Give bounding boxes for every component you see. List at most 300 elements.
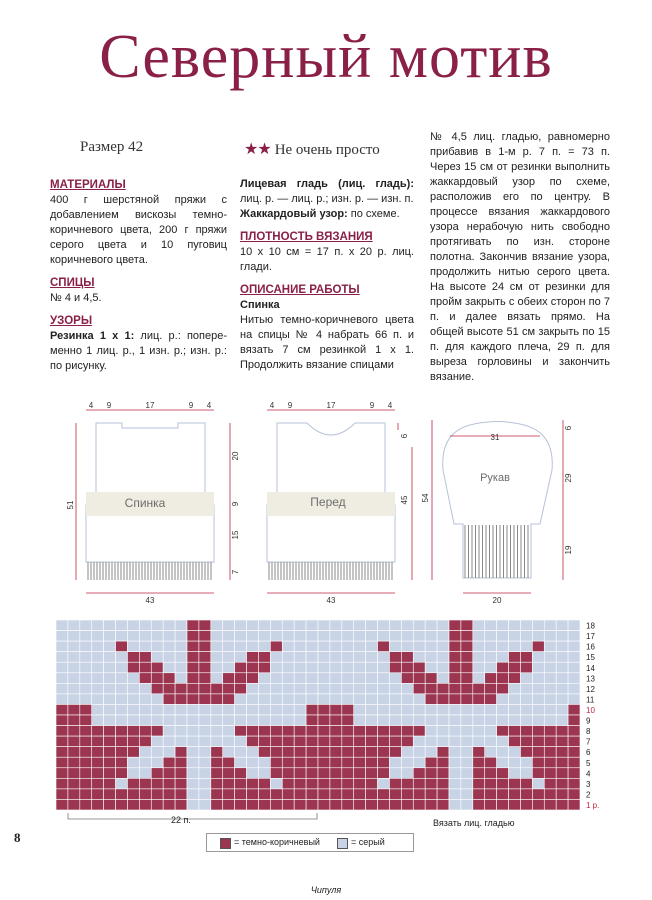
- chart-cell: [92, 631, 104, 642]
- chart-cell: [389, 789, 401, 800]
- chart-cell: [389, 631, 401, 642]
- chart-cell: [175, 641, 187, 652]
- chart-cell: [282, 736, 294, 747]
- chart-cell: [520, 778, 532, 789]
- chart-cell: [449, 736, 461, 747]
- chart-cell: [461, 652, 473, 663]
- chart-cell: [437, 736, 449, 747]
- chart-cell: [163, 747, 175, 758]
- chart-cell: [235, 704, 247, 715]
- chart-cell: [532, 757, 544, 768]
- chart-cell: [163, 662, 175, 673]
- back-heading: Спинка: [240, 299, 280, 311]
- chart-cell: [389, 662, 401, 673]
- chart-cell: [151, 694, 163, 705]
- back-dim-right-4: 7: [231, 569, 240, 575]
- chart-cell: [223, 620, 235, 631]
- chart-cell: [68, 715, 80, 726]
- chart-cell: [223, 789, 235, 800]
- chart-cell: [116, 736, 128, 747]
- chart-cell: [425, 620, 437, 631]
- chart-cell: [258, 736, 270, 747]
- chart-cell: [56, 694, 68, 705]
- chart-cell: [485, 736, 497, 747]
- chart-cell: [187, 768, 199, 779]
- chart-cell: [461, 747, 473, 758]
- chart-cell: [116, 662, 128, 673]
- legend-light-swatch: [337, 838, 348, 849]
- chart-cell: [532, 726, 544, 737]
- back-dim-height: 51: [66, 500, 75, 510]
- chart-cell: [449, 631, 461, 642]
- chart-cell: [68, 631, 80, 642]
- chart-cell: [413, 673, 425, 684]
- chart-cell: [413, 620, 425, 631]
- chart-cell: [520, 789, 532, 800]
- chart-cell: [544, 736, 556, 747]
- chart-cell: [568, 631, 580, 642]
- chart-cell: [497, 641, 509, 652]
- chart-cell: [389, 757, 401, 768]
- chart-cell: [318, 715, 330, 726]
- chart-cell: [116, 778, 128, 789]
- chart-cell: [497, 662, 509, 673]
- chart-cell: [354, 683, 366, 694]
- chart-cell: [127, 757, 139, 768]
- chart-cell: [211, 736, 223, 747]
- chart-cell: [270, 757, 282, 768]
- chart-cell: [151, 620, 163, 631]
- chart-cell: [235, 683, 247, 694]
- chart-cell: [223, 726, 235, 737]
- chart-cell: [80, 747, 92, 758]
- chart-cell: [258, 631, 270, 642]
- chart-cell: [509, 726, 521, 737]
- chart-cell: [413, 652, 425, 663]
- chart-cell: [473, 704, 485, 715]
- chart-cell: [247, 789, 259, 800]
- chart-cell: [461, 704, 473, 715]
- chart-cell: [544, 683, 556, 694]
- chart-row-label: 10: [586, 706, 595, 715]
- chart-cell: [92, 641, 104, 652]
- chart-cell: [366, 631, 378, 642]
- chart-cell: [330, 778, 342, 789]
- chart-cell: [223, 757, 235, 768]
- chart-cell: [556, 736, 568, 747]
- chart-cell: [449, 726, 461, 737]
- chart-cell: [366, 641, 378, 652]
- chart-cell: [163, 799, 175, 810]
- chart-cell: [366, 768, 378, 779]
- chart-cell: [378, 704, 390, 715]
- chart-cell: [568, 736, 580, 747]
- chart-cell: [461, 778, 473, 789]
- chart-cell: [509, 620, 521, 631]
- chart-cell: [556, 789, 568, 800]
- chart-cell: [92, 768, 104, 779]
- chart-cell: [497, 726, 509, 737]
- chart-cell: [330, 620, 342, 631]
- back-dim-right-2: 9: [231, 501, 240, 507]
- chart-cell: [425, 715, 437, 726]
- chart-cell: [413, 789, 425, 800]
- chart-cell: [473, 683, 485, 694]
- chart-cell: [163, 631, 175, 642]
- chart-cell: [104, 620, 116, 631]
- chart-cell: [92, 747, 104, 758]
- chart-cell: [461, 726, 473, 737]
- chart-cell: [449, 799, 461, 810]
- chart-cell: [520, 747, 532, 758]
- chart-cell: [449, 662, 461, 673]
- chart-cell: [389, 652, 401, 663]
- chart-cell: [401, 789, 413, 800]
- chart-cell: [425, 683, 437, 694]
- chart-cell: [389, 736, 401, 747]
- chart-cell: [247, 694, 259, 705]
- materials-heading: МАТЕРИАЛЫ: [50, 179, 126, 191]
- chart-cell: [461, 683, 473, 694]
- chart-cell: [509, 736, 521, 747]
- chart-cell: [127, 620, 139, 631]
- chart-cell: [104, 662, 116, 673]
- chart-cell: [258, 789, 270, 800]
- materials-text: 400 г шерстяной пряжи с добавлением вискозы темно-коричневого цвета, 200 г пряжи серого цвета и 10 пуговиц коричневого цвета.: [50, 194, 227, 266]
- chart-cell: [366, 778, 378, 789]
- chart-cell: [509, 778, 521, 789]
- chart-cell: [366, 799, 378, 810]
- chart-cell: [306, 683, 318, 694]
- chart-cell: [378, 736, 390, 747]
- chart-cell: [151, 715, 163, 726]
- chart-row-labels: [586, 622, 599, 810]
- chart-cell: [80, 673, 92, 684]
- chart-cell: [282, 704, 294, 715]
- chart-cell: [163, 652, 175, 663]
- chart-cell: [151, 683, 163, 694]
- chart-cell: [151, 726, 163, 737]
- chart-cell: [425, 726, 437, 737]
- chart-cell: [532, 747, 544, 758]
- chart-cell: [318, 768, 330, 779]
- chart-cell: [270, 641, 282, 652]
- chart-cell: [211, 747, 223, 758]
- chart-cell: [127, 673, 139, 684]
- chart-cell: [139, 652, 151, 663]
- chart-cell: [413, 641, 425, 652]
- chart-cell: [306, 620, 318, 631]
- chart-cell: [282, 715, 294, 726]
- chart-cell: [187, 799, 199, 810]
- front-dim-bottom: 43: [326, 596, 336, 605]
- chart-cell: [544, 694, 556, 705]
- chart-cell: [282, 726, 294, 737]
- front-dim-height: 45: [400, 495, 409, 505]
- chart-cell: [270, 620, 282, 631]
- chart-cell: [270, 652, 282, 663]
- chart-cell: [437, 799, 449, 810]
- chart-cell: [211, 694, 223, 705]
- chart-cell: [378, 789, 390, 800]
- chart-cell: [139, 683, 151, 694]
- chart-cell: [139, 789, 151, 800]
- chart-cell: [366, 673, 378, 684]
- chart-cell: [342, 757, 354, 768]
- chart-cell: [437, 757, 449, 768]
- chart-cell: [294, 789, 306, 800]
- chart-cell: [401, 673, 413, 684]
- chart-row-label: 3: [586, 779, 591, 789]
- chart-cell: [473, 768, 485, 779]
- chart-cell: [211, 726, 223, 737]
- chart-cell: [247, 747, 259, 758]
- chart-cell: [354, 673, 366, 684]
- chart-cell: [235, 673, 247, 684]
- chart-cell: [104, 747, 116, 758]
- chart-cell: [127, 704, 139, 715]
- chart-cell: [223, 662, 235, 673]
- chart-cell: [139, 641, 151, 652]
- chart-cell: [509, 683, 521, 694]
- chart-cell: [509, 768, 521, 779]
- chart-cell: [56, 726, 68, 737]
- chart-cell: [401, 704, 413, 715]
- chart-cell: [497, 673, 509, 684]
- chart-cell: [80, 631, 92, 642]
- chart-cell: [342, 789, 354, 800]
- chart-cell: [378, 631, 390, 642]
- jacquard-def: по схеме.: [347, 208, 400, 220]
- chart-cell: [223, 715, 235, 726]
- chart-cell: [175, 736, 187, 747]
- chart-cell: [413, 715, 425, 726]
- chart-cell: [318, 778, 330, 789]
- chart-cell: [330, 715, 342, 726]
- chart-cell: [330, 641, 342, 652]
- chart-cell: [247, 620, 259, 631]
- chart-cell: [473, 789, 485, 800]
- chart-cell: [199, 631, 211, 642]
- chart-cell: [116, 673, 128, 684]
- chart-cell: [294, 736, 306, 747]
- chart-cell: [342, 631, 354, 642]
- chart-cell: [401, 641, 413, 652]
- sleeve-dim-right-3: 19: [564, 545, 573, 555]
- chart-cell: [497, 652, 509, 663]
- needles-heading: СПИЦЫ: [50, 277, 95, 289]
- chart-cell: [116, 652, 128, 663]
- chart-cell: [187, 715, 199, 726]
- chart-cell: [520, 757, 532, 768]
- chart-cell: [68, 736, 80, 747]
- chart-cell: [68, 673, 80, 684]
- chart-cell: [437, 641, 449, 652]
- chart-cell: [306, 778, 318, 789]
- chart-cell: [139, 620, 151, 631]
- chart-cell: [139, 631, 151, 642]
- chart-cell: [235, 726, 247, 737]
- jacquard-term: Жаккардовый узор:: [240, 208, 348, 220]
- patterns-heading: УЗОРЫ: [50, 315, 93, 327]
- chart-cell: [80, 652, 92, 663]
- page-number: 8: [14, 830, 21, 845]
- chart-cell: [485, 641, 497, 652]
- chart-cell: [318, 799, 330, 810]
- chart-cell: [127, 631, 139, 642]
- chart-cell: [104, 673, 116, 684]
- chart-cell: [80, 641, 92, 652]
- chart-cell: [163, 620, 175, 631]
- chart-cell: [211, 789, 223, 800]
- chart-cell: [56, 715, 68, 726]
- chart-cell: [520, 726, 532, 737]
- chart-cell: [330, 631, 342, 642]
- chart-cell: [163, 757, 175, 768]
- chart-cell: [544, 620, 556, 631]
- chart-cell: [449, 778, 461, 789]
- chart-cell: [294, 641, 306, 652]
- chart-cell: [342, 620, 354, 631]
- chart-cell: [92, 778, 104, 789]
- chart-cell: [520, 715, 532, 726]
- chart-cell: [389, 704, 401, 715]
- chart-cell: [247, 757, 259, 768]
- chart-cell: [270, 726, 282, 737]
- chart-cell: [56, 683, 68, 694]
- chart-cell: [211, 662, 223, 673]
- sleeve-label: Рукав: [480, 472, 510, 484]
- chart-cell: [354, 694, 366, 705]
- chart-cell: [199, 641, 211, 652]
- chart-cell: [532, 631, 544, 642]
- chart-cell: [80, 768, 92, 779]
- chart-row-label: 14: [586, 663, 595, 673]
- chart-cell: [485, 673, 497, 684]
- chart-cell: [485, 789, 497, 800]
- chart-cell: [330, 662, 342, 673]
- chart-cell: [163, 641, 175, 652]
- chart-cell: [389, 768, 401, 779]
- chart-cell: [139, 662, 151, 673]
- chart-cell: [437, 704, 449, 715]
- chart-cell: [342, 726, 354, 737]
- chart-cell: [473, 641, 485, 652]
- chart-cell: [68, 620, 80, 631]
- chart-cell: [151, 778, 163, 789]
- chart-cell: [485, 683, 497, 694]
- chart-cell: [92, 694, 104, 705]
- chart-cell: [223, 704, 235, 715]
- chart-cell: [199, 789, 211, 800]
- chart-cell: [556, 726, 568, 737]
- chart-cell: [199, 757, 211, 768]
- chart-cell: [520, 704, 532, 715]
- chart-cell: [556, 778, 568, 789]
- chart-cell: [80, 620, 92, 631]
- chart-cell: [568, 789, 580, 800]
- chart-cell: [354, 652, 366, 663]
- chart-cell: [127, 652, 139, 663]
- chart-cell: [56, 631, 68, 642]
- chart-cell: [556, 673, 568, 684]
- chart-cell: [92, 715, 104, 726]
- chart-cell: [366, 704, 378, 715]
- chart-cell: [127, 694, 139, 705]
- chart-cell: [68, 683, 80, 694]
- chart-cell: [318, 673, 330, 684]
- chart-cell: [401, 757, 413, 768]
- chart-cell: [175, 694, 187, 705]
- chart-cell: [199, 768, 211, 779]
- chart-cell: [366, 683, 378, 694]
- chart-cell: [520, 736, 532, 747]
- chart-cell: [378, 757, 390, 768]
- chart-cell: [306, 704, 318, 715]
- chart-cell: [187, 641, 199, 652]
- chart-cell: [175, 789, 187, 800]
- chart-cell: [532, 715, 544, 726]
- chart-cell: [568, 683, 580, 694]
- back-dim-top-4: 9: [188, 401, 194, 410]
- chart-cell: [175, 662, 187, 673]
- chart-cell: [354, 641, 366, 652]
- chart-cell: [473, 620, 485, 631]
- chart-cell: [175, 768, 187, 779]
- chart-cell: [68, 652, 80, 663]
- chart-cell: [497, 799, 509, 810]
- chart-cell: [449, 768, 461, 779]
- chart-cell: [532, 736, 544, 747]
- chart-row-label: 5: [586, 758, 591, 768]
- front-dim-top-2: 9: [287, 401, 293, 410]
- chart-cell: [342, 704, 354, 715]
- chart-row-label: 17: [586, 632, 595, 642]
- chart-cell: [425, 641, 437, 652]
- chart-cell: [187, 704, 199, 715]
- chart-cell: [520, 768, 532, 779]
- rib-term: Резинка 1 х 1:: [50, 330, 135, 342]
- chart-cell: [520, 683, 532, 694]
- chart-cell: [247, 652, 259, 663]
- chart-row-label: 11: [586, 695, 595, 705]
- chart-cell: [520, 799, 532, 810]
- chart-cell: [401, 747, 413, 758]
- chart-cell: [270, 715, 282, 726]
- chart-cell: [258, 683, 270, 694]
- chart-cell: [520, 620, 532, 631]
- chart-cell: [258, 652, 270, 663]
- chart-cell: [163, 715, 175, 726]
- chart-cell: [139, 673, 151, 684]
- chart-cell: [342, 694, 354, 705]
- chart-cell: [568, 799, 580, 810]
- chart-cell: [544, 715, 556, 726]
- chart-cell: [151, 747, 163, 758]
- chart-cell: [80, 799, 92, 810]
- chart-cell: [187, 652, 199, 663]
- chart-cell: [473, 662, 485, 673]
- chart-cell: [318, 789, 330, 800]
- chart-row-label: 4: [586, 769, 591, 779]
- chart-cell: [425, 768, 437, 779]
- chart-cell: [556, 747, 568, 758]
- chart-cell: [270, 736, 282, 747]
- chart-cell: [342, 747, 354, 758]
- chart-cell: [56, 789, 68, 800]
- chart-cell: [187, 694, 199, 705]
- chart-cell: [306, 747, 318, 758]
